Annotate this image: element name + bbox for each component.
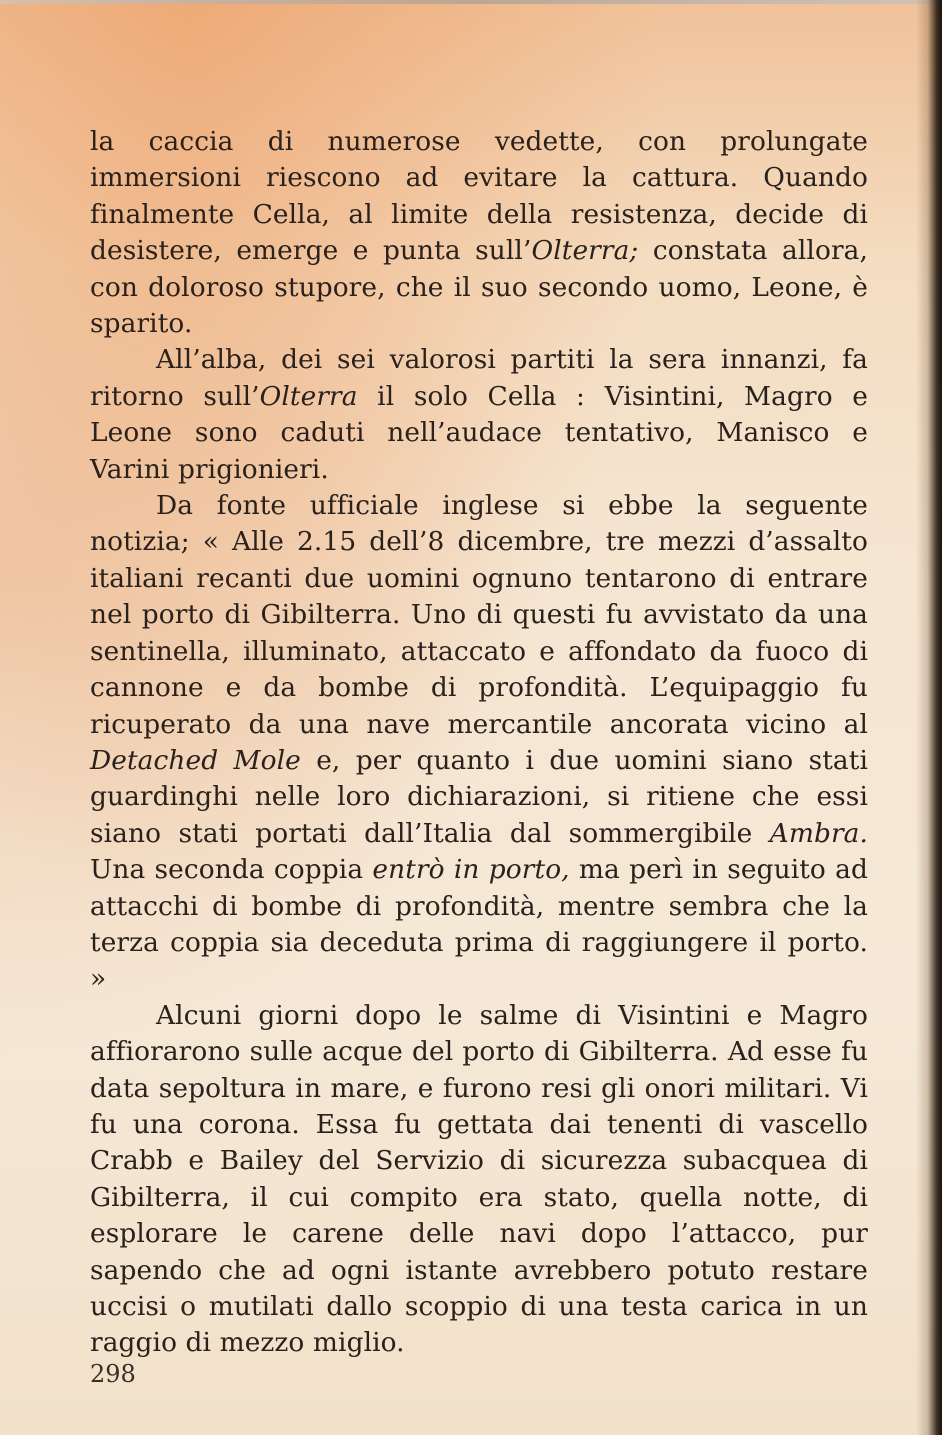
paragraph-3-text-mid: e, per quanto i due uomini siano stati guardinghi nelle loro dichiarazioni, si ritiene che essi siano stati portati dall’Italia dal sommergibile — [90, 744, 868, 849]
paragraph-3-text-mid-2: Una seconda coppia — [90, 854, 373, 886]
paragraph-2-text-end: il solo Cella : Visintini, Magro e Leone sono caduti nell’audace tentativo, Manisco e Varini prigionieri. — [90, 380, 868, 485]
paragraph-3-text: Da fonte ufficiale inglese si ebbe la seguente notizia; « Alle 2.15 dell’8 dicembre, tre mezzi d’assalto italiani recanti due uomini ognuno tentarono di entrare nel porto di Gibilterra. Uno di questi fu avvistato da una sentinella, illuminato, attaccato e affondato da fuoco di cannone e da bombe di profondità. L’equipaggio fu ricuperato da una nave mercantile ancorata vicino al — [90, 490, 868, 740]
page-binding-shadow — [916, 0, 942, 1435]
paragraph-4 — [90, 998, 868, 1362]
body-text — [90, 124, 868, 1362]
ship-name-olterra: Olterra; — [531, 235, 639, 267]
emphasis-entro-in-porto: entrò in porto, — [372, 854, 570, 886]
paragraph-1 — [90, 124, 868, 342]
paragraph-4-text: Alcuni giorni dopo le salme di Visintini e Magro affiorarono sulle acque del porto di Gibilterra. Ad esse fu data sepoltura in mare, e furono resi gli onori militari. Vi fu una corona. Essa fu gettata dai tenenti di vascello Crabb e Bailey del Servizio di sicurezza subacquea di Gibilterra, il cui compito era stato, quella notte, di esplorare le carene delle navi dopo l’attacco, pur sapendo che ad ogni istante avrebbero potuto restare uccisi o mutilati dallo scoppio di una testa carica in un raggio di mezzo miglio. — [90, 999, 868, 1359]
place-name-detached-mole: Detached Mole — [90, 744, 301, 776]
paragraph-3 — [90, 488, 868, 998]
page-number: 298 — [90, 1360, 136, 1388]
page-top-edge — [0, 0, 942, 4]
paragraph-2-text: All’alba, dei sei valorosi partiti la sera innanzi, fa ritorno sull’ — [90, 344, 868, 412]
paragraph-3-text-end: ma perì in seguito ad attacchi di bombe di profondità, mentre sembra che la terza coppia sia deceduta prima di raggiungere il porto. » — [90, 854, 869, 995]
submarine-name-ambra: Ambra. — [769, 817, 868, 849]
paragraph-1-text: la caccia di numerose vedette, con prolungate immersioni riescono ad evitare la cattura. Quando finalmente Cella, al limite della resistenza, decide di desistere, emerge e punta sull’ — [90, 126, 868, 267]
ship-name-olterra-2: Olterra — [259, 380, 358, 412]
paragraph-1-text-end: constata allora, con doloroso stupore, che il suo secondo uomo, Leone, è sparito. — [90, 235, 868, 340]
paragraph-2 — [90, 342, 868, 488]
